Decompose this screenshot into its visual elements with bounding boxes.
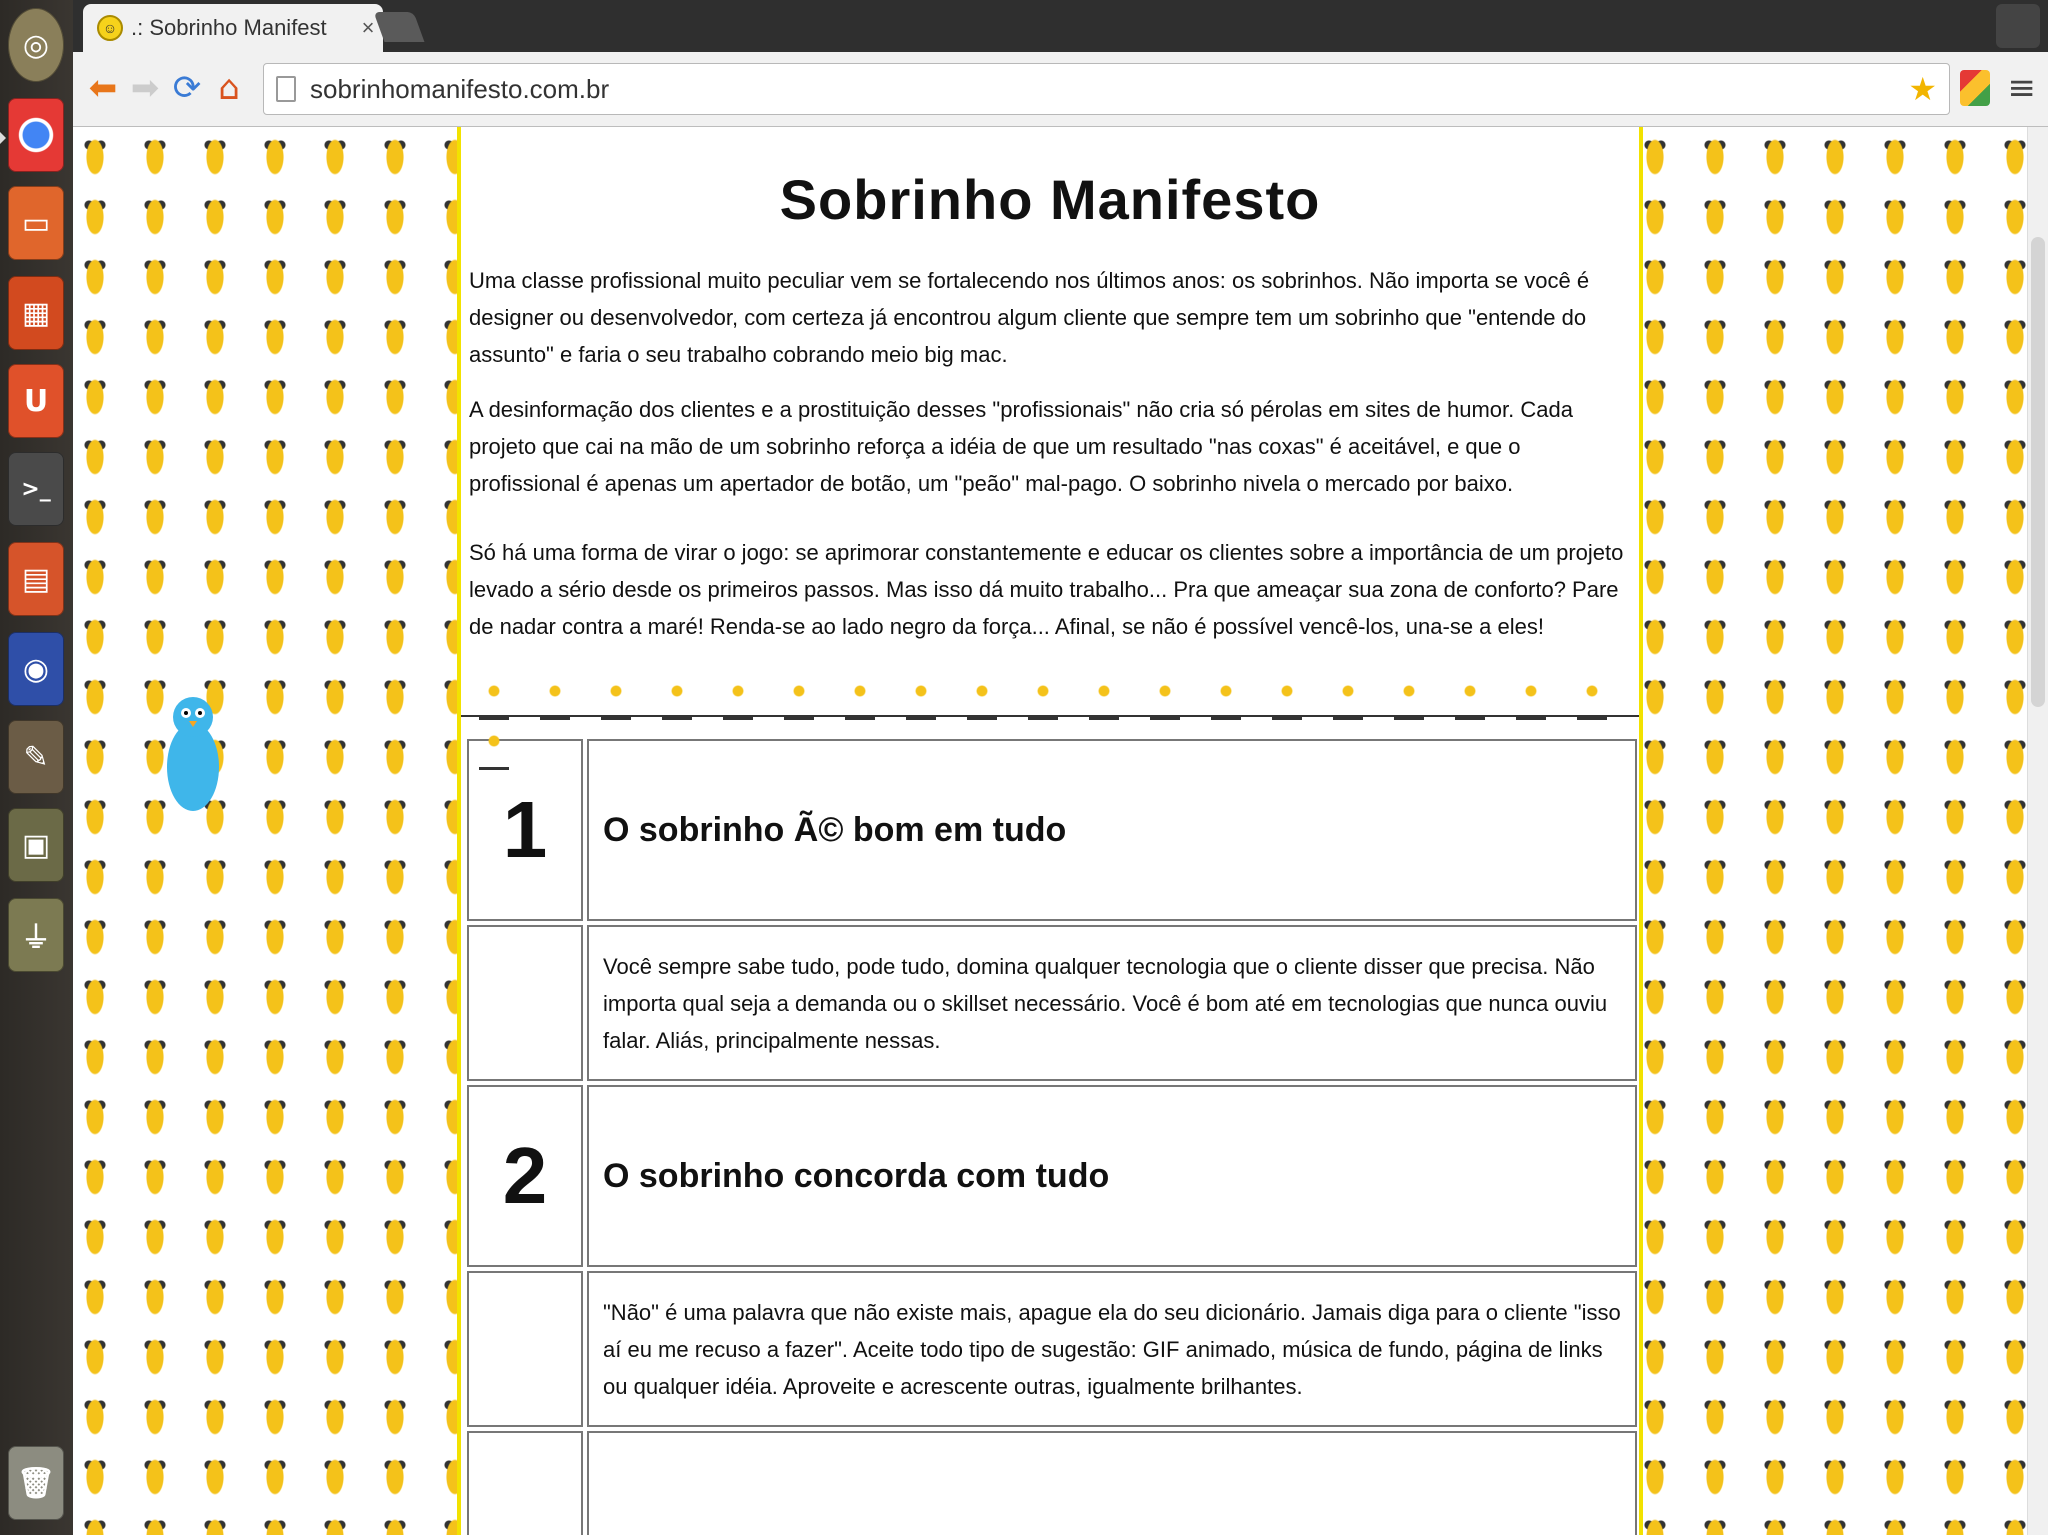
page-icon bbox=[276, 76, 296, 102]
rule-heading: O sobrinho Ã© bom em tudo bbox=[587, 739, 1637, 921]
rule-number bbox=[467, 1431, 583, 1535]
mascot-icon bbox=[723, 683, 753, 720]
mascot-icon bbox=[1150, 683, 1180, 720]
browser-tab[interactable] bbox=[83, 4, 383, 52]
reload-icon[interactable]: ⟳ bbox=[172, 68, 202, 108]
mascot-icon bbox=[845, 683, 875, 720]
mascot-icon bbox=[1028, 683, 1058, 720]
address-bar[interactable] bbox=[263, 63, 1950, 115]
browser-icon[interactable]: ◉ bbox=[8, 632, 64, 706]
rule-heading bbox=[587, 1431, 1637, 1535]
bookmark-star-icon[interactable]: ★ bbox=[1908, 70, 1937, 108]
chrome-icon[interactable] bbox=[8, 98, 64, 172]
tab-title: .: Sobrinho Manifest bbox=[131, 15, 327, 40]
smiley-favicon-icon: ☺ bbox=[97, 15, 123, 41]
vertical-scrollbar[interactable] bbox=[2027, 127, 2048, 1535]
incognito-icon bbox=[1996, 4, 2040, 48]
unity-launcher bbox=[0, 0, 74, 1535]
twitter-bird-icon[interactable] bbox=[163, 687, 227, 817]
rule-spacer-cell bbox=[467, 1271, 583, 1427]
mascot-icon bbox=[1455, 683, 1485, 720]
rule-text: Você sempre sabe tudo, pode tudo, domina qualquer tecnologia que o cliente disser que precisa. Não importa qual seja a demanda ou o skillset necessário. Você é bom até em tecnologias que nunca ouviu falar. Aliás, principalmente nessas. bbox=[587, 925, 1637, 1081]
menu-icon[interactable]: ≡ bbox=[2007, 68, 2036, 108]
rules-table bbox=[463, 735, 1641, 1535]
mascot-icon bbox=[1394, 683, 1424, 720]
workspace-icon[interactable]: ▣ bbox=[8, 808, 64, 882]
files-icon[interactable]: ▭ bbox=[8, 186, 64, 260]
mascot-icon bbox=[784, 683, 814, 720]
rule-spacer-cell bbox=[467, 925, 583, 1081]
mascot-icon bbox=[540, 683, 570, 720]
ubuntu-home-icon[interactable]: ◎ bbox=[8, 8, 64, 82]
mascot-icon bbox=[479, 683, 509, 720]
rule-text: "Não" é uma palavra que não existe mais, apague ela do seu dicionário. Jamais diga para o cliente "isso aí eu me recuso a fazer". Aceite todo tipo de sugestão: GIF animado, música de fundo, página de links ou qualquer idéia. Aproveite e acrescente outras, igualmente brilhantes. bbox=[587, 1271, 1637, 1427]
forward-icon[interactable]: ➡ bbox=[130, 68, 160, 108]
rule-number: 2 bbox=[467, 1085, 583, 1267]
rule-text-row bbox=[467, 1271, 1637, 1427]
mascot-icon bbox=[662, 683, 692, 720]
rule-heading: O sobrinho concorda com tudo bbox=[587, 1085, 1637, 1267]
trash-icon[interactable]: 🗑 bbox=[8, 1446, 64, 1520]
page-title: Sobrinho Manifesto bbox=[779, 168, 1321, 231]
url-input[interactable] bbox=[308, 73, 1908, 106]
document-icon[interactable]: ▤ bbox=[8, 542, 64, 616]
rule-number: 1 bbox=[467, 739, 583, 921]
page-viewport bbox=[73, 127, 2028, 1535]
mascot-divider bbox=[461, 675, 1639, 725]
home-icon[interactable]: ⌂ bbox=[218, 68, 240, 108]
close-tab-icon[interactable]: × bbox=[361, 15, 375, 40]
mascot-icon bbox=[1089, 683, 1119, 720]
rule-text-row bbox=[467, 925, 1637, 1081]
mascot-icon bbox=[1516, 683, 1546, 720]
scrollbar-thumb[interactable] bbox=[2031, 237, 2045, 707]
mascot-icon bbox=[906, 683, 936, 720]
tab-bar bbox=[73, 0, 2048, 52]
mascot-icon bbox=[967, 683, 997, 720]
intro-paragraph-1: Uma classe profissional muito peculiar vem se fortalecendo nos últimos anos: os sobrinhos. Não importa se você é designer ou desenvolvedor, com certeza já encontrou algum cliente que sempre tem um sobrinho que "entende do assunto" e faria o seu trabalho cobrando meio big mac. bbox=[469, 268, 1590, 367]
terminal-icon[interactable]: >_ bbox=[8, 452, 64, 526]
gimp-icon[interactable]: ✎ bbox=[8, 720, 64, 794]
back-icon[interactable]: ⬅ bbox=[88, 68, 118, 108]
rule-row bbox=[467, 739, 1637, 921]
ubuntu-one-icon[interactable]: U bbox=[8, 364, 64, 438]
rule-row bbox=[467, 1085, 1637, 1267]
mascot-icon bbox=[601, 683, 631, 720]
popcorn-icon[interactable]: ▦ bbox=[8, 276, 64, 350]
extension-icon[interactable] bbox=[1960, 70, 1990, 106]
browser-toolbar bbox=[73, 52, 2048, 127]
intro-paragraph-3: Só há uma forma de virar o jogo: se aprimorar constantemente e educar os clientes sobre a importância de um projeto levado a sério desde os primeiros passos. Mas isso dá muito trabalho... Pra que ameaçar sua zona de conforto? Pare de nadar contra a maré! Renda-se ao lado negro da força... Afinal, se não é possível vencê-los, una-se a eles! bbox=[469, 540, 1624, 639]
intro-paragraph-2: A desinformação dos clientes e a prostituição desses "profissionais" não cria só pérolas em sites de humor. Cada projeto que cai na mão de um sobrinho reforça a idéia de que um resultado "nas coxas" é aceitável, e que o profissional é apenas um apertador de botão, um "peão" mal-pago. O sobrinho nivela o mercado por baixo. bbox=[469, 397, 1573, 496]
rule-row bbox=[467, 1431, 1637, 1535]
usb-icon[interactable]: ⏚ bbox=[8, 898, 64, 972]
main-content bbox=[457, 127, 1643, 1535]
mascot-icon bbox=[479, 733, 509, 770]
mascot-icon bbox=[1211, 683, 1241, 720]
mascot-icon bbox=[1577, 683, 1607, 720]
active-indicator bbox=[0, 132, 6, 144]
mascot-icon bbox=[1333, 683, 1363, 720]
mascot-icon bbox=[1272, 683, 1302, 720]
